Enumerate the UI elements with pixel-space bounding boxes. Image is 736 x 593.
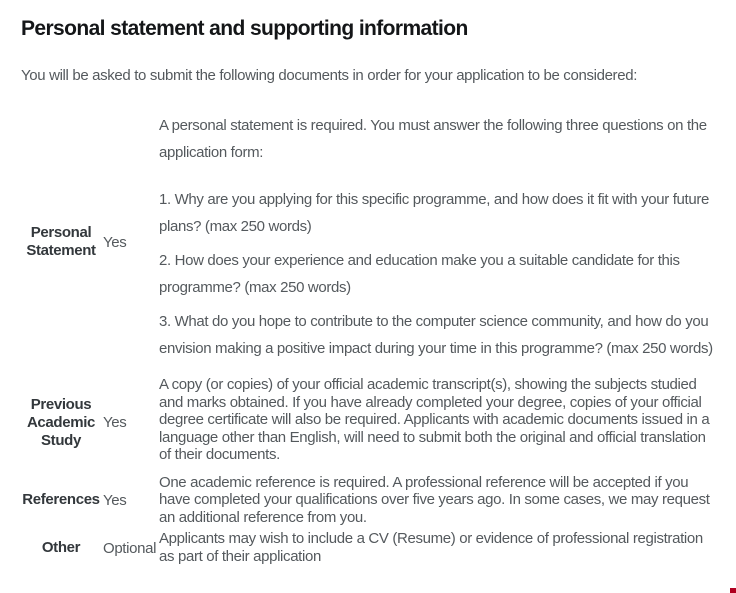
row-label: Previous Academic Study [26, 396, 96, 449]
intro-text: You will be asked to submit the following documents in order for your application to be considered: [21, 67, 638, 85]
row-description: Applicants may wish to include a CV (Resume) or evidence of professional registration as part of their application [159, 530, 703, 566]
row-required-value: Yes [103, 233, 127, 251]
row-required-value: Yes [103, 491, 127, 509]
description-paragraph: 2. How does your experience and education make you a suitable candidate for this programme? (max 250 words) [159, 252, 680, 297]
description-paragraph: 3. What do you hope to contribute to the computer science community, and how do you envision making a positive impact during your time in this programme? (max 250 words) [159, 313, 713, 358]
row-description: A copy (or copies) of your official academic transcript(s), showing the subjects studied and marks obtained. If you have already completed your degree, copies of your official degree certificate will also be required. Applicants with academic documents issued in a language other than English, will need to submit both the original and official translation of their documents. [159, 376, 710, 464]
row-required-value: Optional [103, 539, 157, 557]
table-row-other [21, 528, 720, 567]
description-paragraph: A personal statement is required. You must answer the following three questions on the application form: [159, 117, 707, 162]
row-label: Other [41, 539, 81, 557]
requirements-table [21, 110, 720, 567]
corner-artifact [730, 588, 736, 593]
row-label: References [22, 491, 100, 509]
table-row-previous-academic-study [21, 374, 720, 472]
table-row-references [21, 472, 720, 529]
row-description: One academic reference is required. A professional reference will be accepted if you have completed your qualifications over five years ago. In some cases, we may request an additional reference from you. [159, 473, 710, 526]
table-row-personal-statement [21, 110, 720, 374]
row-required-value: Yes [103, 414, 127, 432]
description-paragraph: 1. Why are you applying for this specific programme, and how does it fit with your future plans? (max 250 words) [159, 191, 709, 236]
row-label: Personal Statement [26, 224, 96, 260]
row-description [159, 110, 720, 374]
page-title: Personal statement and supporting information [21, 17, 468, 40]
